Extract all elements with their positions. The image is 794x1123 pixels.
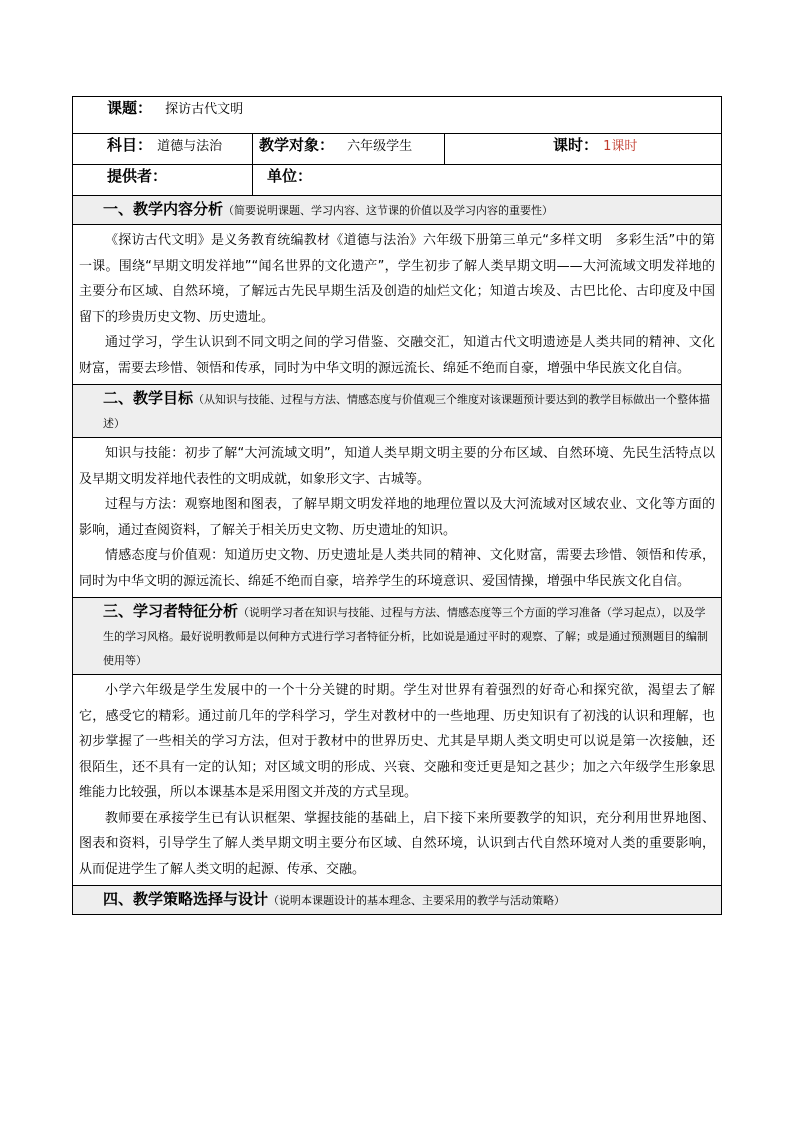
paragraph: 《探访古代文明》是义务教育统编教材《道德与法治》六年级下册第三单元“多样文明 多彩生活”中的第一课。围绕“早期文明发祥地”“闻名世界的文化遗产”，学生初步了解人类早期文明——大河流域文明发祥地的主要分布区域、自然环境，了解远古先民早期生活及创造的灿烂文化；知道古埃及、古巴比伦、古印度及中国留下的珍贵历史文物、历史遗址。 <box>79 233 716 325</box>
section-note: （说明本课题设计的基本理念、主要采用的教学与活动策略） <box>268 894 566 907</box>
section-note: （说明学习者在知识与技能、过程与方法、情感态度等三个方面的学习准备（学习起点），以及学生的学习风格。最好说明教师是以何种方式进行学习者特征分析，比如说是通过平时的观察、了解；或是通过预测题目的编制使用等） <box>103 606 708 667</box>
subject-value: 道德与法治 <box>157 139 223 154</box>
period-label: 课时： <box>553 136 599 154</box>
section-note: （简要说明课题、学习内容、这节课的价值以及学习内容的重要性） <box>223 204 554 217</box>
paragraph: 知识与技能：初步了解“大河流域文明”，知道人类早期文明主要的分布区域、自然环境、先民生活特点以及早期文明发祥地代表性的文明成就，如象形文字、古城等。 <box>79 446 716 487</box>
paragraph: 小学六年级是学生发展中的一个十分关键的时期。学生对世界有着强烈的好奇心和探究欲，渴望去了解它，感受它的精彩。通过前几年的学科学习，学生对教材中的一些地理、历史知识有了初浅的认识和理解，也初步掌握了一些相关的学习方法，但对于教材中的世界历史、尤其是早期人类文明史可以说是第一次接触，还很陌生，还不具有一定的认知；对区域文明的形成、兴衰、交融和变迁更是知之甚少；加之六年级学生形象思维能力比较强，所以本课基本是采用图文并茂的方式呈现。 <box>79 683 716 800</box>
section-2-heading-row <box>73 385 722 438</box>
audience-label: 教学对象： <box>259 136 335 154</box>
title-label: 课题： <box>107 99 153 117</box>
provider-row <box>73 165 722 196</box>
section-title: 一、教学内容分析 <box>103 200 224 218</box>
section-heading <box>73 385 722 438</box>
section-1-body-row <box>73 225 722 385</box>
subject-label: 科目： <box>107 136 153 154</box>
unit-label: 单位： <box>267 167 313 185</box>
audience-value: 六年级学生 <box>347 139 413 154</box>
section-1-heading-row <box>73 196 722 225</box>
paragraph: 通过学习，学生认识到不同文明之间的学习借鉴、交融交汇，知道古代文明遗迹是人类共同的精神、文化财富，需要去珍惜、领悟和传承，同时为中华文明的源远流长、绵延不绝而自豪，增强中华民族文化自信。 <box>79 335 716 376</box>
section-body <box>73 438 722 598</box>
provider-label: 提供者： <box>107 167 168 185</box>
lesson-plan-page <box>72 96 721 915</box>
section-4-heading-row <box>73 886 722 915</box>
section-note: （从知识与技能、过程与方法、情感态度与价值观三个维度对该课题预计要达到的教学目标做出一个整体描述） <box>103 393 711 430</box>
section-title: 四、教学策略选择与设计 <box>103 890 269 908</box>
paragraph: 过程与方法：观察地图和图表，了解早期文明发祥地的地理位置以及大河流域对区域农业、文化等方面的影响，通过查阅资料，了解关于相关历史文物、历史遗址的知识。 <box>79 497 716 538</box>
meta-row <box>73 134 722 165</box>
title-value: 探访古代文明 <box>165 102 244 117</box>
lesson-plan-table <box>72 96 722 915</box>
paragraph: 教师要在承接学生已有认识框架、掌握技能的基础上，启下接下来所要教学的知识，充分利用世界地图、图表和资料，引导学生了解人类早期文明主要分布区域、自然环境，认识到古代自然环境对人类的重要影响，从而促进学生了解人类文明的起源、传承、交融。 <box>79 810 716 877</box>
title-row <box>73 97 722 134</box>
section-body <box>73 675 722 886</box>
section-3-body-row <box>73 675 722 886</box>
section-3-heading-row <box>73 598 722 675</box>
section-title: 二、教学目标 <box>103 389 194 407</box>
period-value: 1课时 <box>603 139 638 154</box>
section-heading <box>73 598 722 675</box>
section-body <box>73 225 722 385</box>
section-heading <box>73 886 722 915</box>
section-2-body-row <box>73 438 722 598</box>
section-title: 三、学习者特征分析 <box>103 602 239 620</box>
paragraph: 情感态度与价值观：知道历史文物、历史遗址是人类共同的精神、文化财富，需要去珍惜、领悟和传承，同时为中华文明的源远流长、绵延不绝而自豪，培养学生的环境意识、爱国情操，增强中华民族文化自信。 <box>79 548 716 589</box>
section-heading <box>73 196 722 225</box>
